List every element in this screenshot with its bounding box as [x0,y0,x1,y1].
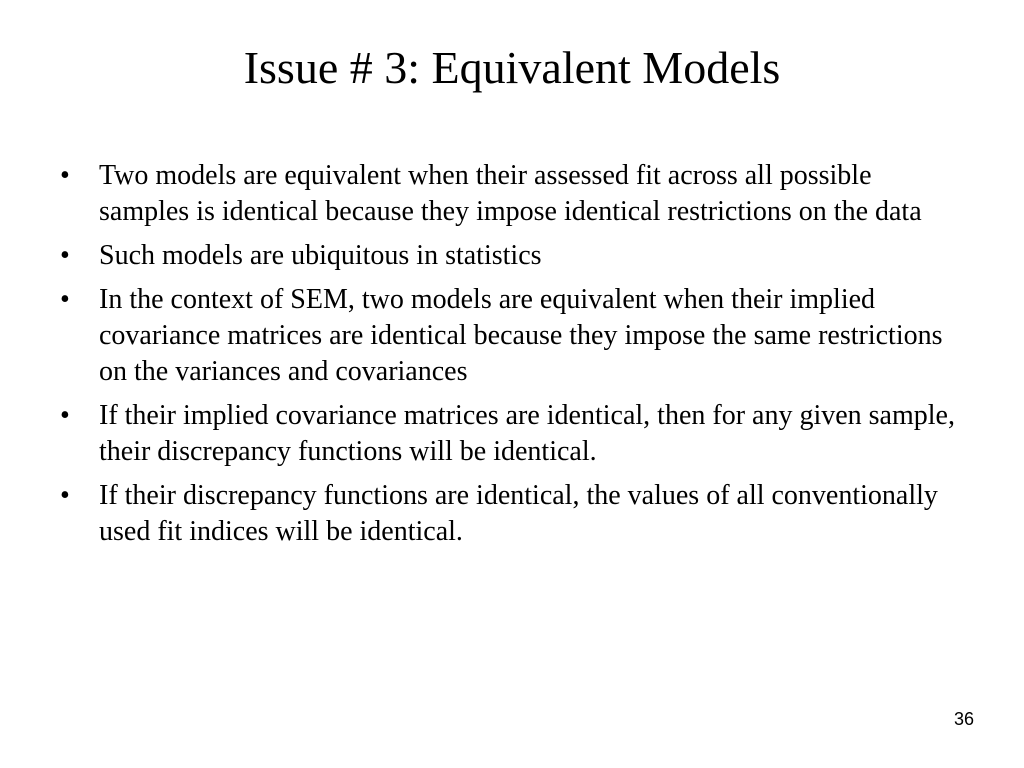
bullet-text: Two models are equivalent when their assessed fit across all possible samples is identical because they impose identical restrictions on the data [99,160,922,227]
bullet-item [60,238,960,274]
bullet-icon: • [60,480,70,511]
bullet-item [60,398,960,470]
bullet-icon: • [60,400,70,431]
bullet-item [60,158,960,230]
bullet-icon: • [60,160,70,191]
bullet-item [60,282,960,390]
bullet-text: Such models are ubiquitous in statistics [99,240,542,271]
bullet-text: If their implied covariance matrices are identical, then for any given sample, their discrepancy functions will be identical. [99,400,955,467]
page-number: 36 [953,709,974,729]
bullet-text: If their discrepancy functions are identical, the values of all conventionally used fit indices will be identical. [99,480,938,547]
bullet-icon: • [60,240,70,271]
slide-title: Issue # 3: Equivalent Models [243,42,781,93]
bullet-text: In the context of SEM, two models are equivalent when their implied covariance matrices are identical because they impose the same restrictions on the variances and covariances [99,284,943,387]
bullet-list [60,158,960,558]
bullet-item [60,478,960,550]
bullet-icon: • [60,284,70,315]
